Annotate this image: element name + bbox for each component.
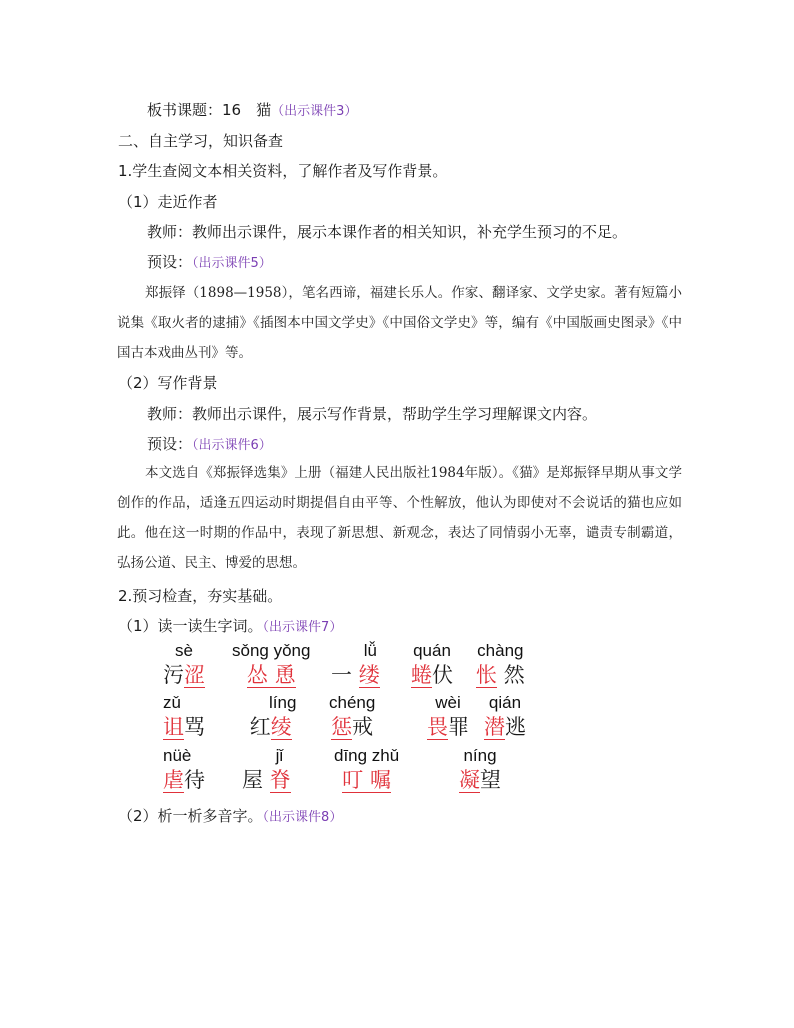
pinyin: chéng (329, 693, 376, 712)
highlight-char: 叮 嘱 (342, 768, 391, 792)
subheading-author: （1）走近作者 (118, 193, 218, 211)
courseware-note: （出示课件7） (262, 620, 343, 635)
pinyin: sè (175, 641, 193, 660)
pinyin: qián (488, 693, 522, 712)
plain-char: 然 (503, 663, 525, 687)
plain-char: 罪 (448, 715, 469, 739)
pinyin: líng (269, 693, 297, 712)
highlight-char: 绫 (270, 715, 292, 739)
highlight-char: 畏 (427, 715, 448, 739)
pinyin: lǚ (363, 641, 377, 660)
vocab-heading: （1）读一读生字词。 (118, 617, 263, 635)
pinyin: níng (463, 746, 497, 765)
lesson-title-line (147, 100, 357, 122)
pinyin: wèi (435, 693, 461, 712)
pinyin: quán (413, 641, 451, 660)
vocab-word (427, 693, 469, 741)
vocab-word (411, 641, 453, 689)
courseware-note: （出示课件8） (262, 810, 343, 825)
pinyin: dīng zhǔ (334, 746, 400, 765)
polyphone-heading: （2）析一析多音字。 (118, 807, 263, 825)
background-text: 本文选自《郑振铎选集》上册（福建人民出版社1984年版）。《猫》是郑振铎早期从事文学创作的作品，适逢五四运动时期提倡自由平等、个性解放，他认为即使对不会说话的猫也应如此。他在这一时期的作品中，表现了新思想、新观念，表达了同情弱小无辜，谴责专制霸道，弘扬公道、民主、博爱的思想。 (117, 465, 682, 571)
vocab-word (334, 746, 399, 794)
plain-char: 待 (184, 768, 205, 792)
item-heading: 2.预习检查，夯实基础。 (118, 587, 283, 605)
preset-label: 预设： (147, 253, 193, 271)
vocab-heading-line (118, 616, 342, 638)
vocab-word (245, 693, 296, 741)
highlight-char: 惩 (331, 715, 353, 739)
plain-char: 戒 (352, 715, 374, 739)
subheading-background: （2）写作背景 (118, 374, 218, 392)
author-text: 郑振铎（1898—1958），笔名西谛，福建长乐人。作家、翻译家、文学史家。著有短篇小说集《取火者的逮捕》《插图本中国文学史》《中国俗文学史》等，编有《中国版画史图录》《中国古本戏曲丛刊》等。 (117, 285, 682, 361)
highlight-char: 脊 (269, 768, 291, 792)
vocab-word (242, 746, 291, 794)
highlight-char: 怂 恿 (246, 663, 296, 687)
teacher-instruction: 教师：教师出示课件，展示写作背景，帮助学生学习理解课文内容。 (147, 405, 598, 423)
plain-char: 屋 (242, 768, 263, 792)
plain-char: 望 (480, 768, 501, 792)
section-heading: 二、自主学习，知识备查 (118, 132, 284, 150)
item-heading: 1.学生查阅文本相关资料，了解作者及写作背景。 (118, 162, 448, 180)
vocab-word (484, 693, 526, 741)
plain-char: 一 (331, 663, 352, 687)
pinyin: nüè (163, 746, 192, 765)
highlight-char: 虐 (163, 768, 184, 792)
highlight-char: 蜷 (411, 663, 432, 687)
courseware-note: （出示课件6） (192, 438, 272, 453)
highlight-char: 凝 (459, 768, 480, 792)
highlight-char: 缕 (358, 663, 380, 687)
vocab-word (459, 746, 501, 794)
vocab-word (329, 693, 375, 741)
pinyin: sǒng yǒng (232, 641, 311, 660)
pinyin: chàng (477, 641, 524, 660)
highlight-char: 潜 (484, 715, 505, 739)
preset-line (147, 434, 272, 456)
preset-line (147, 252, 272, 274)
polyphone-heading-line (118, 806, 342, 828)
vocab-word (476, 641, 525, 689)
vocab-word (331, 641, 380, 689)
plain-char: 污 (163, 663, 184, 687)
pinyin: jǐ (275, 746, 284, 765)
lesson-title: 板书课题：16 猫 (147, 101, 272, 119)
vocab-word (232, 641, 310, 689)
highlight-char: 涩 (184, 663, 205, 687)
vocab-word (163, 693, 205, 741)
background-paragraph (117, 458, 682, 578)
pinyin: zǔ (163, 693, 181, 712)
preset-label: 预设： (147, 435, 193, 453)
courseware-note: （出示课件5） (192, 256, 272, 271)
author-paragraph (117, 278, 682, 368)
plain-char: 红 (249, 715, 271, 739)
courseware-note: （出示课件3） (271, 104, 358, 119)
vocab-word (163, 641, 205, 689)
plain-char: 伏 (432, 663, 453, 687)
plain-char: 逃 (505, 715, 526, 739)
teacher-instruction: 教师：教师出示课件，展示本课作者的相关知识，补充学生预习的不足。 (147, 223, 628, 241)
plain-char: 骂 (184, 715, 205, 739)
vocab-word (163, 746, 205, 794)
highlight-char: 怅 (476, 663, 497, 687)
highlight-char: 诅 (163, 715, 184, 739)
